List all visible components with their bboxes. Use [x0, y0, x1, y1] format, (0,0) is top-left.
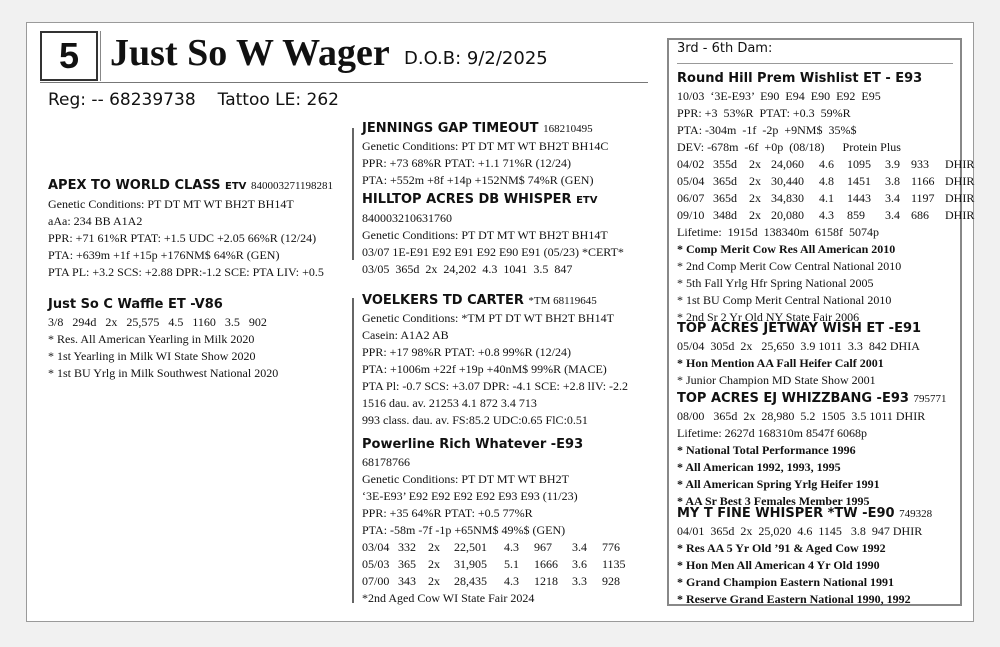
third-dam-record-cell: 06/07 [677, 191, 705, 205]
dam-sire-line: PTA: +1006m +22f +19p +40nM$ 99%R (MACE) [362, 362, 607, 376]
animal-name: Just So W Wager [110, 32, 390, 74]
third-dam-record-cell: 1166 [911, 174, 935, 188]
third-dam-record-cell: 2x [749, 157, 761, 171]
third-dam-line: PPR: +3 53%R PTAT: +0.3 59%R [677, 106, 851, 120]
sixth-dam-award: * Res AA 5 Yr Old ’91 & Aged Cow 1992 [677, 541, 886, 555]
dam-dam-record-cell: 332 [398, 540, 416, 554]
fifth-dam-award: * All American Spring Yrlg Heifer 1991 [677, 477, 880, 491]
fifth-dam-name: TOP ACRES EJ WHIZZBANG -E93 [677, 391, 909, 406]
dam-line: * 1st BU Yrlg in Milk Southwest National 2020 [48, 366, 279, 380]
third-dam-record-cell: 30,440 [771, 174, 804, 188]
sire-line: PTA: +639m +1f +15p +176NM$ 64%R (GEN) [48, 248, 280, 262]
sire-bracket [352, 128, 354, 260]
third-dam-record-cell: 3.8 [885, 174, 900, 188]
sire-name-line [48, 177, 333, 196]
dam-line: * 1st Yearling in Milk WI State Show 2020 [48, 349, 256, 363]
third-dam-record-cell: 1197 [911, 191, 935, 205]
sixth-dam-name: MY T FINE WHISPER *TW -E90 [677, 506, 895, 521]
registration-line [48, 90, 361, 110]
third-dam-records [677, 156, 979, 224]
date-of-birth: D.O.B: 9/2/2025 [404, 48, 548, 69]
ancestors-rule [677, 63, 953, 64]
dam-dam-record-cell: 3.4 [572, 540, 587, 554]
fifth-dam-block [677, 390, 946, 510]
third-dam-award: * 1st BU Comp Merit Central National 2010 [677, 293, 892, 307]
dam-dam-note: *2nd Aged Cow WI State Fair 2024 [362, 591, 535, 605]
dam-sire-name: VOELKERS TD CARTER [362, 293, 524, 308]
sire-sire-reg-number: 168210495 [543, 123, 593, 135]
dam-dam-record-cell: 3.3 [572, 574, 587, 588]
third-dam-record-cell: 4.3 [819, 208, 834, 222]
lot-number-box [40, 31, 98, 81]
third-dam-record-cell: 365d [713, 191, 737, 205]
dam-dam-record-cell: 776 [602, 540, 620, 554]
sixth-dam-award: * Hon Men All American 4 Yr Old 1990 [677, 558, 880, 572]
sire-dam-line: 840003210631760 [362, 211, 452, 225]
dam-sire-line: Genetic Conditions: *TM PT DT WT BH2T BH14T [362, 311, 614, 325]
third-dam-record-cell: 348d [713, 208, 737, 222]
fourth-dam-block [677, 320, 921, 389]
sire-dam-line: 03/07 1E-E91 E92 E91 E92 E90 E91 (05/23) *CERT* [362, 245, 624, 259]
lot-number: 5 [58, 35, 80, 76]
fifth-dam-line: Lifetime: 2627d 168310m 8547f 6068p [677, 426, 867, 440]
third-dam-record-cell: 933 [911, 157, 929, 171]
sire-line: Genetic Conditions: PT DT MT WT BH2T BH14T [48, 197, 294, 211]
third-dam-record-cell: 20,080 [771, 208, 804, 222]
fifth-dam-line: 08/00 365d 2x 28,980 5.2 1505 3.5 1011 DHIR [677, 409, 926, 423]
fifth-dam-reg-number: 795771 [913, 393, 947, 405]
third-dam-block [677, 70, 979, 326]
sire-name: APEX TO WORLD CLASS [48, 178, 221, 193]
dam-sire-line: PTA Pl: -0.7 SCS: +3.07 DPR: -4.1 SCE: +2.8 lIV: -2.2 [362, 379, 629, 393]
third-dam-record-row [677, 173, 979, 190]
dam-sire-line: 993 class. dau. av. FS:85.2 UDC:0.65 FlC:0.51 [362, 413, 588, 427]
dam-sire-block [362, 292, 628, 429]
third-dam-record-cell: 05/04 [677, 174, 705, 188]
dam-dam-record-cell: 5.1 [504, 557, 519, 571]
sixth-dam-award: * Grand Champion Eastern National 1991 [677, 575, 895, 589]
sire-block [48, 177, 333, 281]
dam-dam-record-cell: 22,501 [454, 540, 487, 554]
third-dam-record-cell: 09/10 [677, 208, 705, 222]
sire-line: PPR: +71 61%R PTAT: +1.5 UDC +2.05 66%R (12/24) [48, 231, 317, 245]
fourth-dam-award: * Junior Champion MD State Show 2001 [677, 373, 876, 387]
sixth-dam-reg-number: 749328 [899, 508, 933, 520]
sire-line: PTA PL: +3.2 SCS: +2.88 DPR:-1.2 SCE: PTA LIV: +0.5 [48, 265, 324, 279]
third-dam-record-row [677, 190, 979, 207]
third-dam-record-cell: DHIR [945, 157, 975, 171]
third-dam-award: * 5th Fall Yrlg Hfr Spring National 2005 [677, 276, 874, 290]
dam-dam-record-cell: 2x [428, 557, 440, 571]
third-dam-record-cell: 24,060 [771, 157, 804, 171]
dam-dam-record-cell: 365 [398, 557, 416, 571]
sire-reg-number: 840003271198281 [250, 180, 334, 192]
sire-sire-name: JENNINGS GAP TIMEOUT [362, 121, 539, 136]
dam-dam-line: Genetic Conditions: PT DT MT WT BH2T [362, 472, 569, 486]
ancestors-title: 3rd - 6th Dam: [677, 41, 773, 56]
dam-dam-record-cell: 03/04 [362, 540, 390, 554]
sire-line: aAa: 234 BB A1A2 [48, 214, 143, 228]
dam-dam-record-cell: 343 [398, 574, 416, 588]
third-dam-record-cell: 3.4 [885, 191, 900, 205]
third-dam-record-cell: 859 [847, 208, 865, 222]
third-dam-record-cell: DHIR [945, 208, 975, 222]
third-dam-record-cell: 3.4 [885, 208, 900, 222]
dam-dam-line: PTA: -58m -7f -1p +65NM$ 49%$ (GEN) [362, 523, 566, 537]
third-dam-record-cell: 4.8 [819, 174, 834, 188]
sire-dam-block [362, 191, 624, 278]
sire-dam-line: 03/05 365d 2x 24,202 4.3 1041 3.5 847 [362, 262, 573, 276]
dam-dam-line: 68178766 [362, 455, 410, 469]
dam-dam-record-cell: 967 [534, 540, 552, 554]
sire-dam-name: HILLTOP ACRES DB WHISPER [362, 192, 572, 207]
lot-divider [100, 31, 101, 81]
third-dam-record-cell: 2x [749, 191, 761, 205]
dam-bracket [352, 298, 354, 603]
third-dam-record-cell: 4.1 [819, 191, 834, 205]
dam-dam-record-cell: 4.3 [504, 540, 519, 554]
third-dam-record-row [677, 156, 979, 173]
sire-sire-name-line [362, 120, 608, 138]
dam-dam-name: Powerline Rich Whatever -E93 [362, 437, 584, 452]
dam-dam-record-cell: 1666 [534, 557, 558, 571]
dam-dam-record-row [362, 539, 638, 556]
dam-dam-record-cell: 28,435 [454, 574, 487, 588]
fourth-dam-award: * Hon Mention AA Fall Heifer Calf 2001 [677, 356, 884, 370]
third-dam-line: PTA: -304m -1f -2p +9NM$ 35%$ [677, 123, 857, 137]
dam-name: Just So C Waffle ET -V86 [48, 297, 223, 312]
third-dam-record-cell: 4.6 [819, 157, 834, 171]
sire-sire-block [362, 120, 608, 189]
registration-number: Reg: -- 68239738 [48, 90, 196, 110]
third-dam-line: DEV: -678m -6f +0p (08/18) Protein Plus [677, 140, 901, 154]
dam-dam-record-cell: 1135 [602, 557, 626, 571]
dam-dam-record-cell: 05/03 [362, 557, 390, 571]
third-dam-record-cell: 1095 [847, 157, 871, 171]
dam-sire-line: 1516 dau. av. 21253 4.1 872 3.4 713 [362, 396, 537, 410]
title-rule [40, 82, 648, 83]
dam-sire-line: PPR: +17 98%R PTAT: +0.8 99%R (12/24) [362, 345, 571, 359]
third-dam-record-row [677, 207, 979, 224]
dam-dam-record-row [362, 573, 638, 590]
third-dam-record-cell: 04/02 [677, 157, 705, 171]
sixth-dam-line: 04/01 365d 2x 25,020 4.6 1145 3.8 947 DHIR [677, 524, 923, 538]
dam-dam-block [362, 436, 638, 607]
dam-line: 3/8 294d 2x 25,575 4.5 1160 3.5 902 [48, 315, 267, 329]
tattoo: Tattoo LE: 262 [217, 90, 339, 110]
third-dam-record-cell: 1443 [847, 191, 871, 205]
fifth-dam-award: * AA Sr Best 3 Females Member 1995 [677, 494, 870, 508]
sire-sire-line: Genetic Conditions: PT DT MT WT BH2T BH14C [362, 139, 609, 153]
dam-sire-line: Casein: A1A2 AB [362, 328, 449, 342]
third-dam-award: * 2nd Sr 2 Yr Old NY State Fair 2006 [677, 310, 860, 324]
dam-dam-record-cell: 2x [428, 540, 440, 554]
dam-dam-line: PPR: +35 64%R PTAT: +0.5 77%R [362, 506, 533, 520]
third-dam-record-cell: 686 [911, 208, 929, 222]
dam-line: * Res. All American Yearling in Milk 2020 [48, 332, 255, 346]
dam-dam-record-row [362, 556, 638, 573]
sire-dam-suffix: ETV [576, 195, 598, 206]
sixth-dam-block [677, 505, 932, 608]
third-dam-record-cell: 2x [749, 208, 761, 222]
dam-block [48, 296, 278, 382]
fourth-dam-line: 05/04 305d 2x 25,650 3.9 1011 3.3 842 DHIA [677, 339, 920, 353]
third-dam-record-cell: 3.9 [885, 157, 900, 171]
dam-dam-record-cell: 3.6 [572, 557, 587, 571]
dam-dam-records [362, 539, 638, 590]
third-dam-line: 10/03 ‘3E-E93’ E90 E94 E90 E92 E95 [677, 89, 881, 103]
fifth-dam-award: * All American 1992, 1993, 1995 [677, 460, 841, 474]
third-dam-record-cell: 2x [749, 174, 761, 188]
sire-sire-line: PTA: +552m +8f +14p +152NM$ 74%R (GEN) [362, 173, 594, 187]
sixth-dam-award: * Reserve Grand Eastern National 1990, 1992 [677, 592, 911, 606]
third-dam-record-cell: 1451 [847, 174, 871, 188]
dam-dam-record-cell: 4.3 [504, 574, 519, 588]
third-dam-record-cell: DHIR [945, 191, 975, 205]
sire-sire-line: PPR: +73 68%R PTAT: +1.1 71%R (12/24) [362, 156, 571, 170]
sire-suffix: ETV [225, 181, 247, 192]
dam-dam-record-cell: 31,905 [454, 557, 487, 571]
third-dam-award: * Comp Merit Cow Res All American 2010 [677, 242, 896, 256]
third-dam-record-cell: 365d [713, 174, 737, 188]
dam-dam-record-cell: 928 [602, 574, 620, 588]
sire-dam-line: Genetic Conditions: PT DT MT WT BH2T BH14T [362, 228, 608, 242]
third-dam-name: Round Hill Prem Wishlist ET - E93 [677, 71, 923, 86]
fifth-dam-name-line [677, 390, 946, 408]
dam-dam-record-cell: 07/00 [362, 574, 390, 588]
third-dam-record-cell: DHIR [945, 174, 975, 188]
third-dam-record-cell: 34,830 [771, 191, 804, 205]
dam-dam-line: ‘3E-E93’ E92 E92 E92 E92 E93 E93 (11/23) [362, 489, 578, 503]
dam-dam-record-cell: 1218 [534, 574, 558, 588]
sixth-dam-name-line [677, 505, 932, 523]
sire-dam-name-line [362, 191, 624, 210]
third-dam-lifetime: Lifetime: 1915d 138340m 6158f 5074p [677, 225, 879, 239]
fourth-dam-name: TOP ACRES JETWAY WISH ET -E91 [677, 321, 922, 336]
dam-sire-name-line [362, 292, 628, 310]
dam-dam-record-cell: 2x [428, 574, 440, 588]
third-dam-record-cell: 355d [713, 157, 737, 171]
third-dam-award: * 2nd Comp Merit Cow Central National 2010 [677, 259, 902, 273]
fifth-dam-award: * National Total Performance 1996 [677, 443, 856, 457]
dam-sire-reg-number: *TM 68119645 [528, 295, 597, 307]
